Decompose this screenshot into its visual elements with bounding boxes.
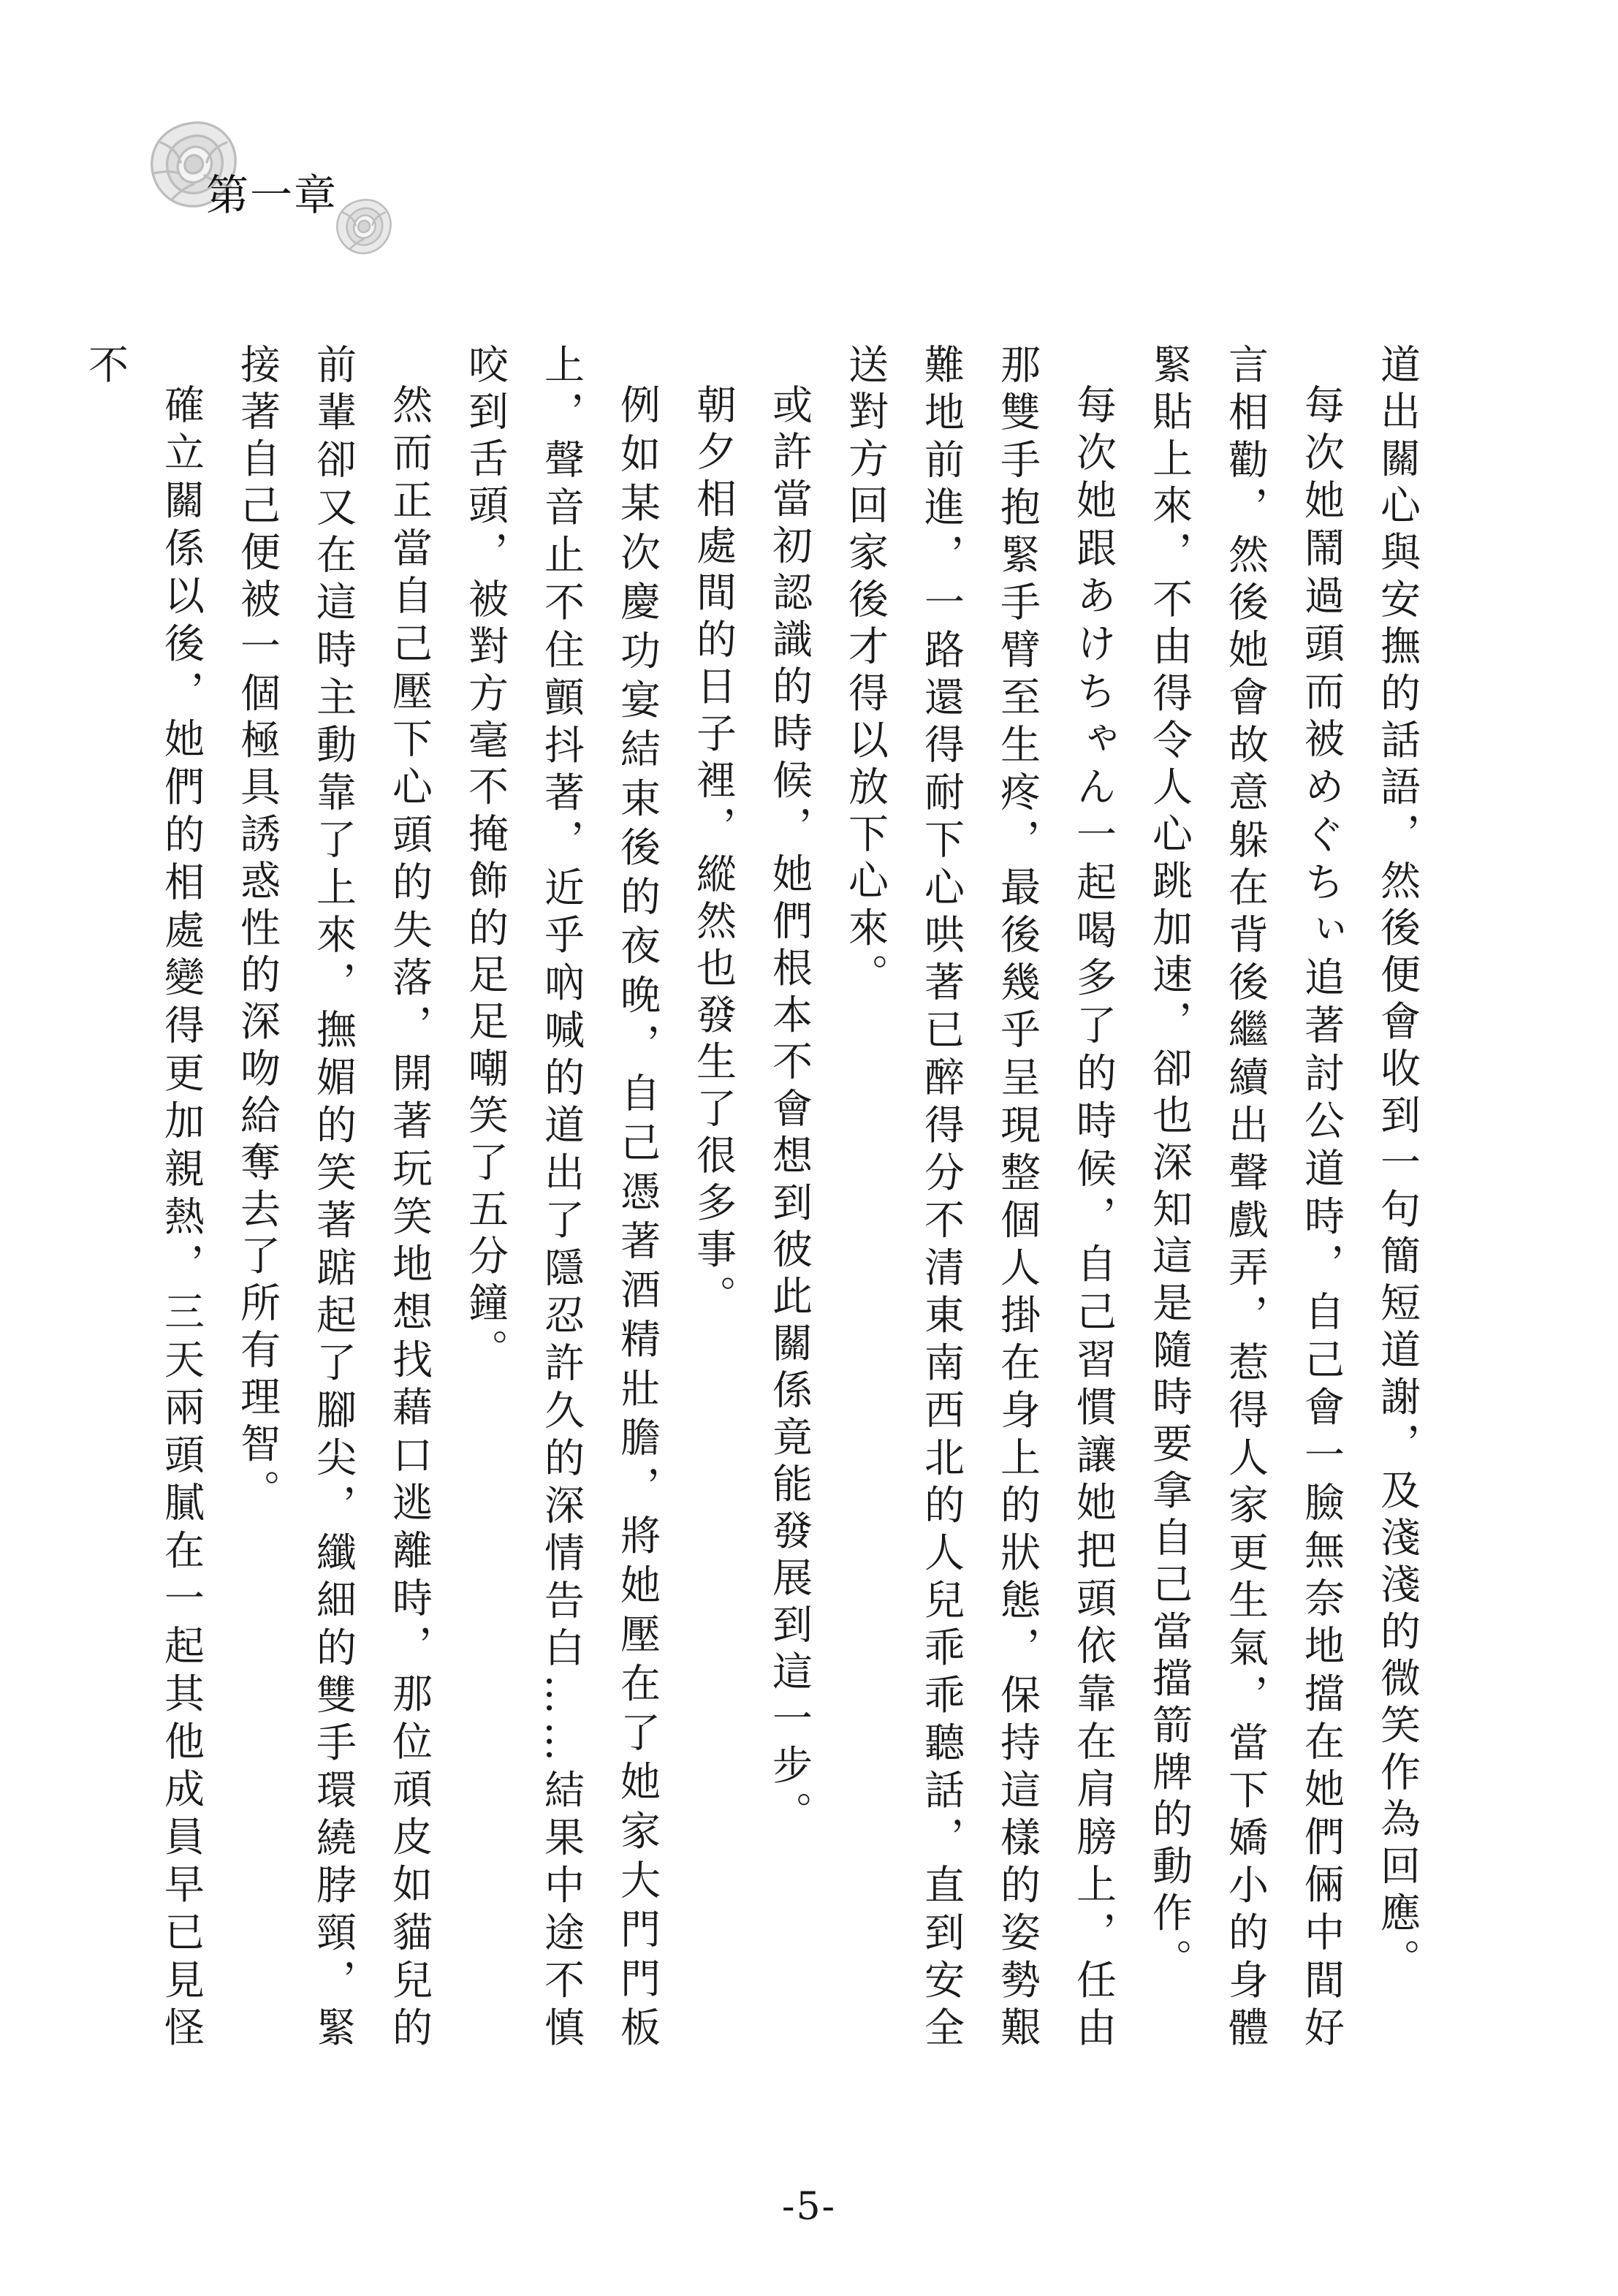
paragraph: 每次她鬧過頭而被めぐちぃ追著討公道時，自己會一臉無奈地擋在她們倆中間好言相勸，然後她會故意躲在背後繼續出聲戲弄，惹得人家更生氣，當下嬌小的身體緊貼上來，不由得令人心跳加速，卻也深知這是隨時要拿自己當擋箭牌的動作。	[1146, 343, 1345, 2053]
paragraph: 確立關係以後，她們的相處變得更加親熱，三天兩頭膩在一起其他成員早已見怪不	[82, 343, 205, 2053]
page-number: -5-	[781, 2185, 837, 2229]
paragraph: 或許當初認識的時候，她們根本不會想到彼此關係竟能發展到這一步。	[766, 384, 813, 1839]
paragraph: 朝夕相處間的日子裡，縱然也發生了很多事。	[690, 384, 737, 1322]
chapter-title: 第一章	[206, 170, 338, 220]
chapter-header	[139, 110, 402, 278]
paragraph: 然而正當自己壓下心頭的失落，開著玩笑地想找藉口逃離時，那位頑皮如貓兒的前輩卻又在這時主動靠了上來，撫媚的笑著踮起了腳尖，纖細的雙手環繞脖頸，緊接著自己便被一個極具誘惑性的深吻給奪去了所有理智。	[234, 343, 433, 2053]
rose-icon	[329, 191, 399, 262]
body-text	[82, 343, 1435, 2053]
paragraph: 例如某次慶功宴結束後的夜晚，自己憑著酒精壯膽，將她壓在了她家大門門板上，聲音止不住顫抖著，近乎吶喊的道出了隱忍許久的深情告白……結果中途不慎咬到舌頭，被對方毫不掩飾的足足嘲笑了五分鐘。	[462, 343, 661, 2053]
paragraph: 每次她跟あけちゃん一起喝多了的時候，自己習慣讓她把頭依靠在肩膀上，任由那雙手抱緊手臂至生疼，最後幾乎呈現整個人掛在身上的狀態，保持這樣的姿勢艱難地前進，一路還得耐下心哄著已醉得分不清東南西北的人兒乖乖聽話，直到安全送對方回家後才得以放下心來。	[842, 343, 1117, 2053]
paragraph: 道出關心與安撫的話語，然後便會收到一句簡短道謝，及淺淺的微笑作為回應。	[1374, 343, 1421, 1985]
